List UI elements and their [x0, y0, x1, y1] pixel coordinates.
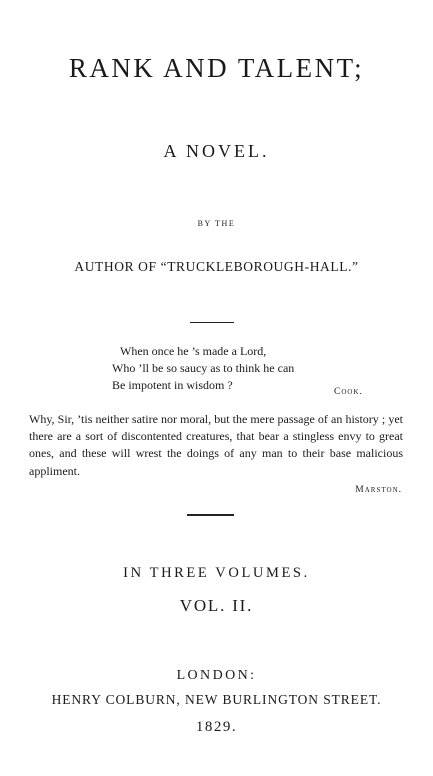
by-line: BY THE: [197, 219, 236, 228]
book-subtitle: A NOVEL.: [163, 141, 270, 161]
verse-epigraph: [112, 343, 412, 394]
imprint-publisher: HENRY COLBURN, NEW BURLINGTON STREET.: [51, 692, 382, 707]
verse-line: Be impotent in wisdom ?: [112, 378, 233, 392]
divider-rule-bottom: [187, 514, 234, 516]
prose-attribution: Marston.: [355, 485, 402, 495]
imprint-city: LONDON:: [176, 668, 257, 683]
verse-attribution: Cook.: [334, 387, 363, 397]
book-title: RANK AND TALENT;: [68, 53, 365, 83]
divider-rule-top: [190, 322, 234, 323]
author-line: AUTHOR OF “TRUCKLEBOROUGH-HALL.”: [74, 259, 359, 274]
volumes-line: IN THREE VOLUMES.: [123, 565, 310, 581]
verse-line: When once he ’s made a Lord,: [120, 344, 267, 358]
prose-epigraph: Why, Sir, ’tis neither satire nor moral, but the mere passage of an history ; yet there are a sort of discontented creatures, that bear a stingless envy to great ones, and these will wrest the doings of any man to their base malicious appliment.: [29, 412, 403, 478]
imprint-year: 1829.: [195, 719, 238, 735]
volume-number: VOL. II.: [179, 596, 254, 615]
verse-line: Who ’ll be so saucy as to think he can: [112, 361, 295, 375]
